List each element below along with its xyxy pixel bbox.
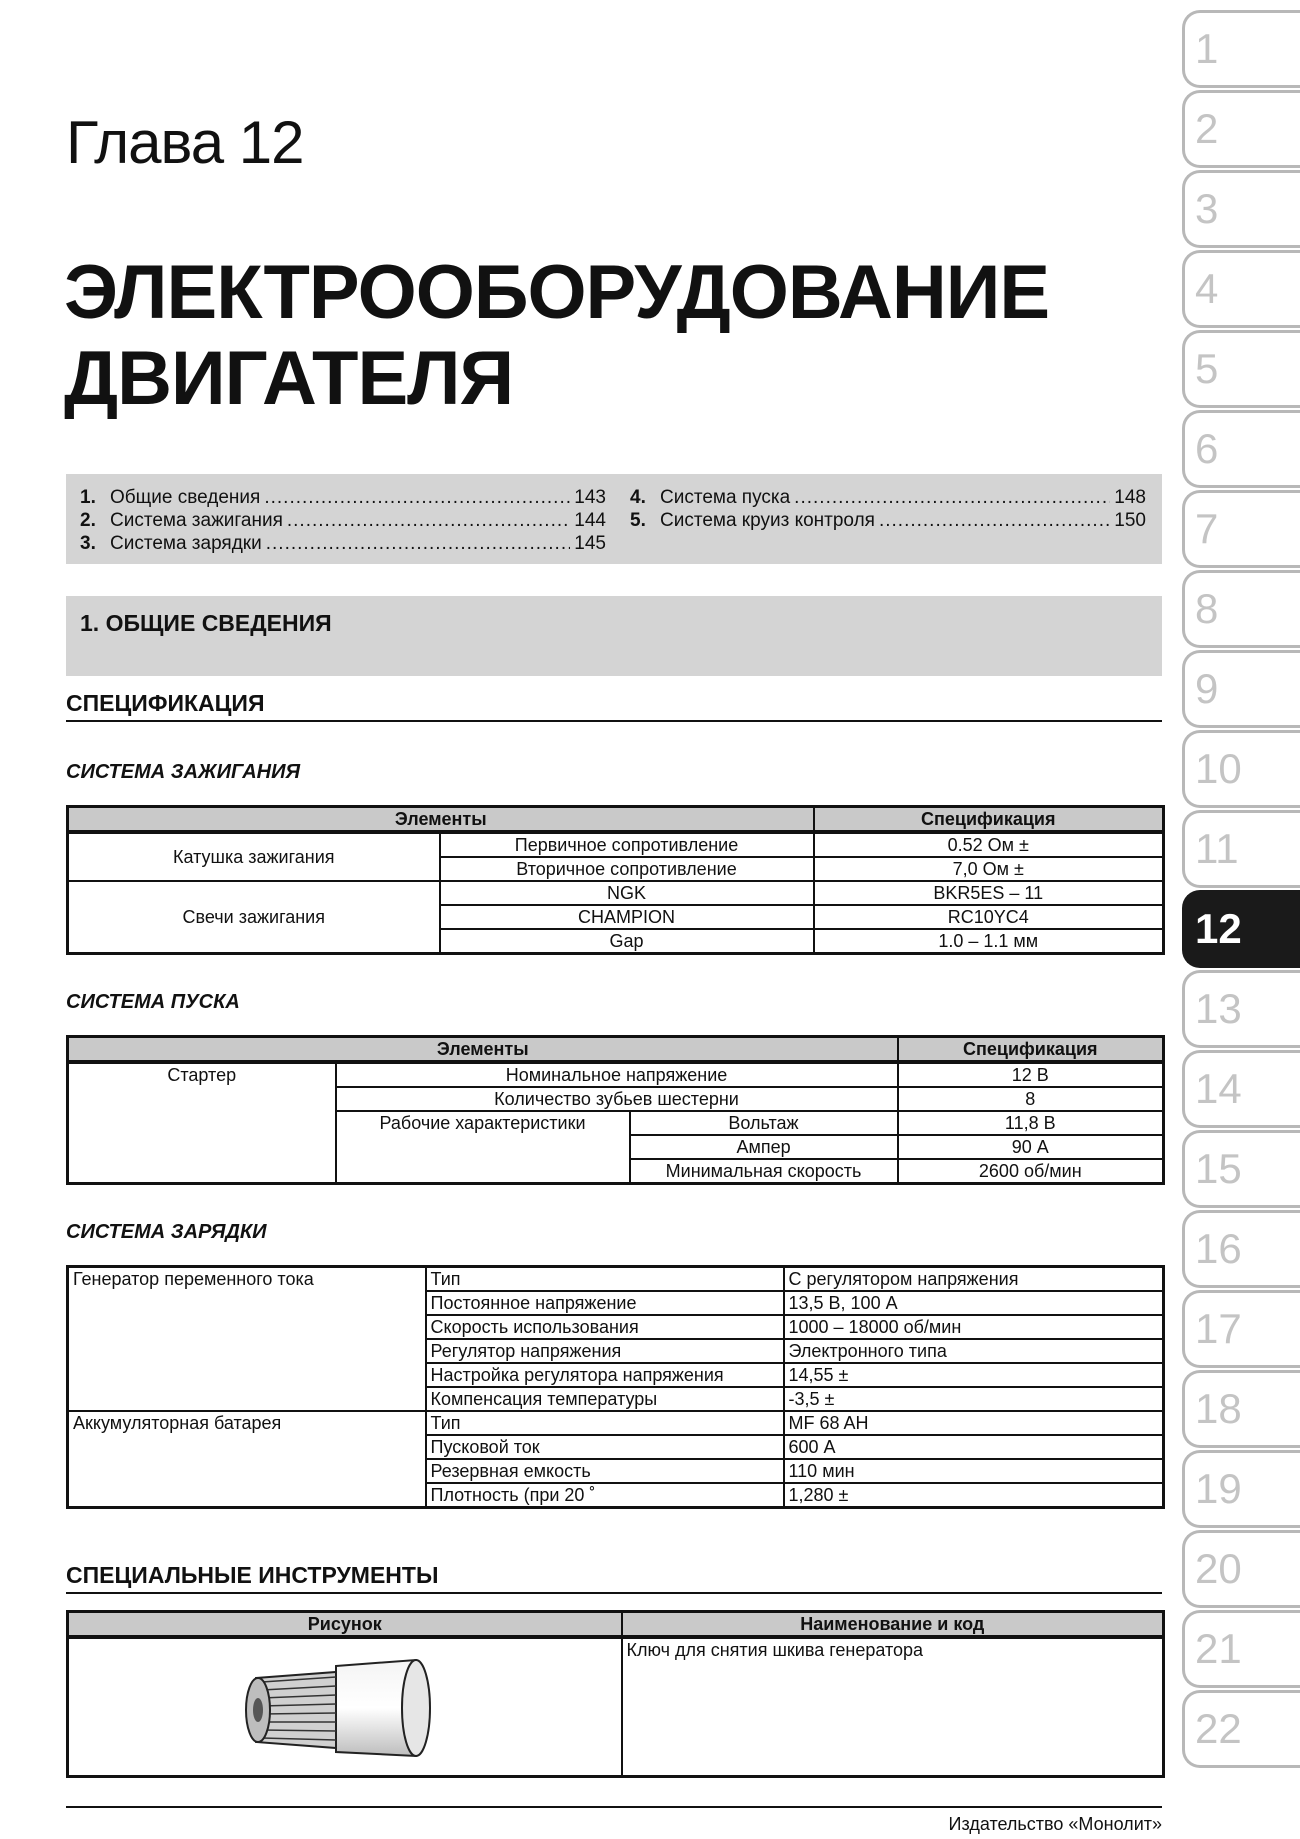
- page-title: [64, 250, 1049, 422]
- table-row: [68, 1411, 1164, 1435]
- table-cell: 12 В: [898, 1062, 1164, 1087]
- table-cell: 1,280 ±: [784, 1483, 1164, 1508]
- table-cell: Номинальное напряжение: [336, 1062, 898, 1087]
- table-cell: Ампер: [630, 1135, 898, 1159]
- page-title-line-1: ЭЛЕКТРООБОРУДОВАНИЕ: [64, 250, 1050, 335]
- col-header-spec: Спецификация: [814, 807, 1164, 833]
- section-banner: [66, 596, 1162, 676]
- table-cell: 90 А: [898, 1135, 1164, 1159]
- tools-heading-rule: [66, 1592, 1162, 1594]
- chapter-tab[interactable]: 15: [1182, 1130, 1300, 1208]
- chapter-tab[interactable]: 9: [1182, 650, 1300, 728]
- table-cell: CHAMPION: [440, 905, 814, 929]
- chapter-tab[interactable]: 21: [1182, 1610, 1300, 1688]
- table-row: [68, 881, 1164, 905]
- table-cell: Вторичное сопротивление: [440, 857, 814, 881]
- contents-item[interactable]: 1. Общие сведения ..... 143: [80, 486, 606, 509]
- table-cell: Пусковой ток: [426, 1435, 784, 1459]
- table-cell: Тип: [426, 1411, 784, 1435]
- table-cell: Тип: [426, 1267, 784, 1292]
- table-cell: Постоянное напряжение: [426, 1291, 784, 1315]
- chapter-tab[interactable]: 17: [1182, 1290, 1300, 1368]
- table-cell: Количество зубьев шестерни: [336, 1087, 898, 1111]
- page-title-line-2: ДВИГАТЕЛЯ: [64, 336, 514, 421]
- chapter-label: Глава 12: [66, 109, 304, 176]
- ignition-heading: СИСТЕМА ЗАЖИГАНИЯ: [66, 761, 301, 783]
- table-cell: -3,5 ±: [784, 1387, 1164, 1411]
- table-cell: 8: [898, 1087, 1164, 1111]
- table-cell: Ключ для снятия шкива генератора: [622, 1637, 1164, 1777]
- table-cell: Резервная емкость: [426, 1459, 784, 1483]
- table-cell: Аккумуляторная батарея: [68, 1411, 426, 1508]
- section-title: 1. ОБЩИЕ СВЕДЕНИЯ: [80, 610, 332, 636]
- tools-table: [66, 1610, 1165, 1778]
- chapter-tab[interactable]: 20: [1182, 1530, 1300, 1608]
- starting-heading: СИСТЕМА ПУСКА: [66, 991, 240, 1013]
- table-cell: MF 68 AH: [784, 1411, 1164, 1435]
- chapter-tab[interactable]: 11: [1182, 810, 1300, 888]
- spec-heading-rule: [66, 720, 1162, 722]
- table-cell: 7,0 Ом ±: [814, 857, 1164, 881]
- contents-column-right: [630, 486, 1146, 532]
- contents-item[interactable]: 3. Система зарядки ..... 145: [80, 532, 606, 555]
- chapter-tab[interactable]: 18: [1182, 1370, 1300, 1448]
- table-cell: 11,8 В: [898, 1111, 1164, 1135]
- spec-heading: СПЕЦИФИКАЦИЯ: [66, 690, 265, 716]
- col-header-name: Наименование и код: [622, 1612, 1164, 1638]
- chapter-tab[interactable]: 6: [1182, 410, 1300, 488]
- publisher-credit: Издательство «Монолит»: [948, 1814, 1162, 1834]
- contents-item[interactable]: 4. Система пуска ..... 148: [630, 486, 1146, 509]
- table-cell: 1000 – 18000 об/мин: [784, 1315, 1164, 1339]
- col-header-spec: Спецификация: [898, 1037, 1164, 1063]
- chapter-tab-active[interactable]: 12: [1182, 890, 1300, 968]
- starting-table: [66, 1035, 1165, 1185]
- chapter-tab[interactable]: 7: [1182, 490, 1300, 568]
- table-cell: NGK: [440, 881, 814, 905]
- contents-item[interactable]: 5. Система круиз контроля ..... 150: [630, 509, 1146, 532]
- chapter-tab[interactable]: 19: [1182, 1450, 1300, 1528]
- table-cell: Свечи зажигания: [68, 881, 440, 954]
- chapter-tab[interactable]: 16: [1182, 1210, 1300, 1288]
- chapter-tab[interactable]: 2: [1182, 90, 1300, 168]
- table-cell: Стартер: [68, 1062, 336, 1184]
- alternator-pulley-wrench-illustration: [236, 1648, 446, 1768]
- table-cell: Плотность (при 20 ˚: [426, 1483, 784, 1508]
- table-cell: Рабочие характеристики: [336, 1111, 630, 1184]
- table-row: [68, 1062, 1164, 1087]
- table-cell: RC10YC4: [814, 905, 1164, 929]
- contents-item[interactable]: 2. Система зажигания ..... 144: [80, 509, 606, 532]
- chapter-tab[interactable]: 5: [1182, 330, 1300, 408]
- chapter-tab[interactable]: 3: [1182, 170, 1300, 248]
- footer-rule: [66, 1806, 1162, 1808]
- chapter-tab[interactable]: 8: [1182, 570, 1300, 648]
- table-cell: Скорость использования: [426, 1315, 784, 1339]
- table-cell: Электронного типа: [784, 1339, 1164, 1363]
- col-header-elements: Элементы: [68, 807, 814, 833]
- table-cell: Минимальная скорость: [630, 1159, 898, 1184]
- table-cell: Первичное сопротивление: [440, 832, 814, 857]
- chapter-tab[interactable]: 14: [1182, 1050, 1300, 1128]
- table-cell: Регулятор напряжения: [426, 1339, 784, 1363]
- chapter-tab[interactable]: 4: [1182, 250, 1300, 328]
- table-row: [68, 1267, 1164, 1292]
- table-cell: Вольтаж: [630, 1111, 898, 1135]
- table-cell: 110 мин: [784, 1459, 1164, 1483]
- table-cell: Компенсация температуры: [426, 1387, 784, 1411]
- table-row: [68, 1637, 1164, 1777]
- table-cell: Катушка зажигания: [68, 832, 440, 881]
- ignition-table: [66, 805, 1165, 955]
- table-row: [68, 832, 1164, 857]
- col-header-figure: Рисунок: [68, 1612, 622, 1638]
- table-cell: 14,55 ±: [784, 1363, 1164, 1387]
- table-cell: Генератор переменного тока: [68, 1267, 426, 1412]
- chapter-tab[interactable]: 1: [1182, 10, 1300, 88]
- contents-column-left: [80, 486, 606, 555]
- table-cell: 1.0 – 1.1 мм: [814, 929, 1164, 954]
- table-cell: 600 А: [784, 1435, 1164, 1459]
- charging-table: [66, 1265, 1165, 1509]
- table-cell: BKR5ES – 11: [814, 881, 1164, 905]
- table-cell: 2600 об/мин: [898, 1159, 1164, 1184]
- table-cell: С регулятором напряжения: [784, 1267, 1164, 1292]
- tools-heading: СПЕЦИАЛЬНЫЕ ИНСТРУМЕНТЫ: [66, 1562, 439, 1588]
- table-cell: 13,5 В, 100 А: [784, 1291, 1164, 1315]
- chapter-contents: [66, 474, 1162, 564]
- chapter-tab[interactable]: 10: [1182, 730, 1300, 808]
- charging-heading: СИСТЕМА ЗАРЯДКИ: [66, 1221, 267, 1243]
- col-header-elements: Элементы: [68, 1037, 898, 1063]
- table-cell: Gap: [440, 929, 814, 954]
- table-cell: 0.52 Ом ±: [814, 832, 1164, 857]
- table-cell: Настройка регулятора напряжения: [426, 1363, 784, 1387]
- chapter-tab[interactable]: 13: [1182, 970, 1300, 1048]
- chapter-tab[interactable]: 22: [1182, 1690, 1300, 1768]
